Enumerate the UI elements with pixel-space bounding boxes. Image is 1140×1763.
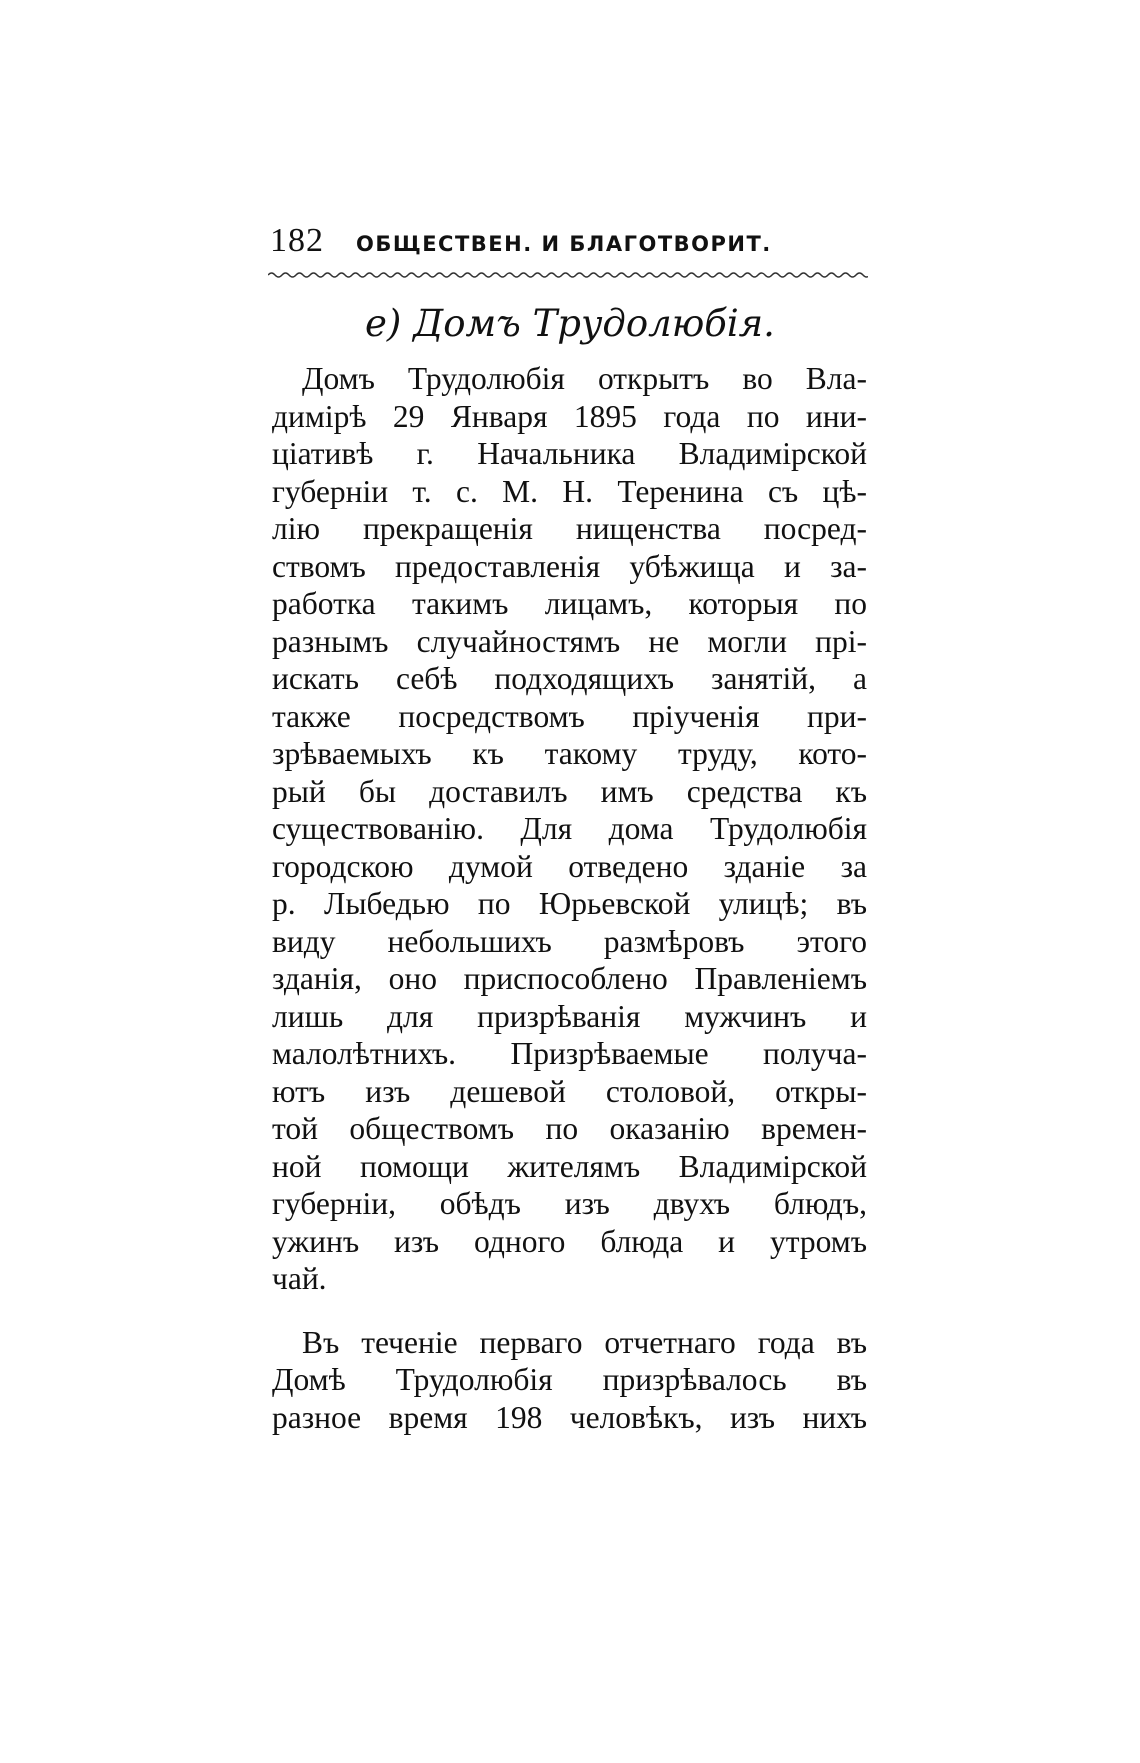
text-line: искать себѣ подходящихъ занятій, а — [272, 661, 867, 696]
paragraph-2 — [272, 1324, 867, 1437]
text-line: разнымъ случайностямъ не могли прі- — [272, 623, 867, 659]
text-line: ной помощи жителямъ Владимірской — [272, 1148, 867, 1184]
page-number: 182 — [270, 222, 324, 259]
running-head — [270, 222, 870, 266]
text-line: ютъ изъ дешевой столовой, откры- — [272, 1073, 867, 1109]
text-line: лишь для призрѣванія мужчинъ и — [272, 998, 867, 1034]
text-line: ціативѣ г. Начальника Владимірской — [272, 436, 867, 471]
paragraph-1 — [272, 360, 867, 1298]
text-line: губерніи, обѣдъ изъ двухъ блюдъ, — [272, 1186, 867, 1221]
text-line: ужинъ изъ одного блюда и утромъ — [272, 1223, 867, 1259]
text-line: ствомъ предоставленія убѣжища и за- — [272, 548, 867, 584]
text-line: малолѣтнихъ. Призрѣваемые получа- — [272, 1036, 867, 1071]
body-text — [272, 360, 867, 1436]
text-line: Въ теченіе перваго отчетнаго года въ — [302, 1324, 867, 1360]
text-line: работка такимъ лицамъ, которыя по — [272, 586, 867, 621]
text-line: Домъ Трудолюбія открытъ во Вла- — [302, 361, 867, 396]
text-line: разное время 198 человѣкъ, изъ нихъ — [272, 1399, 867, 1435]
text-line: зрѣваемыхъ къ такому труду, кото- — [272, 736, 867, 771]
running-head-title: ОБЩЕСТВЕН. И БЛАГОТВОРИТ. — [356, 232, 772, 256]
text-line: губерніи т. с. М. Н. Теренина съ цѣ- — [272, 473, 867, 509]
text-line: димірѣ 29 Января 1895 года по ини- — [272, 398, 867, 434]
text-line: Домѣ Трудолюбія призрѣвалось въ — [272, 1362, 867, 1397]
text-line: существованію. Для дома Трудолюбія — [272, 811, 867, 846]
text-line: рый бы доставилъ имъ средства къ — [272, 773, 867, 809]
section-heading: е) Домъ Трудолюбія. — [365, 302, 775, 345]
text-line: лію прекращенія нищенства посред- — [272, 511, 867, 546]
text-line: виду небольшихъ размѣровъ этого — [272, 923, 867, 959]
wavy-rule-divider — [268, 270, 868, 280]
text-line: р. Лыбедью по Юрьевской улицѣ; въ — [272, 886, 867, 921]
text-line: той обществомъ по оказанію времен- — [272, 1111, 867, 1146]
text-line: городскою думой отведено зданіе за — [272, 848, 867, 884]
text-line: также посредствомъ пріученія при- — [272, 698, 867, 734]
text-line: чай. — [272, 1261, 327, 1296]
paragraph-gap — [272, 1298, 867, 1324]
text-line: зданія, оно приспособлено Правленіемъ — [272, 961, 867, 996]
